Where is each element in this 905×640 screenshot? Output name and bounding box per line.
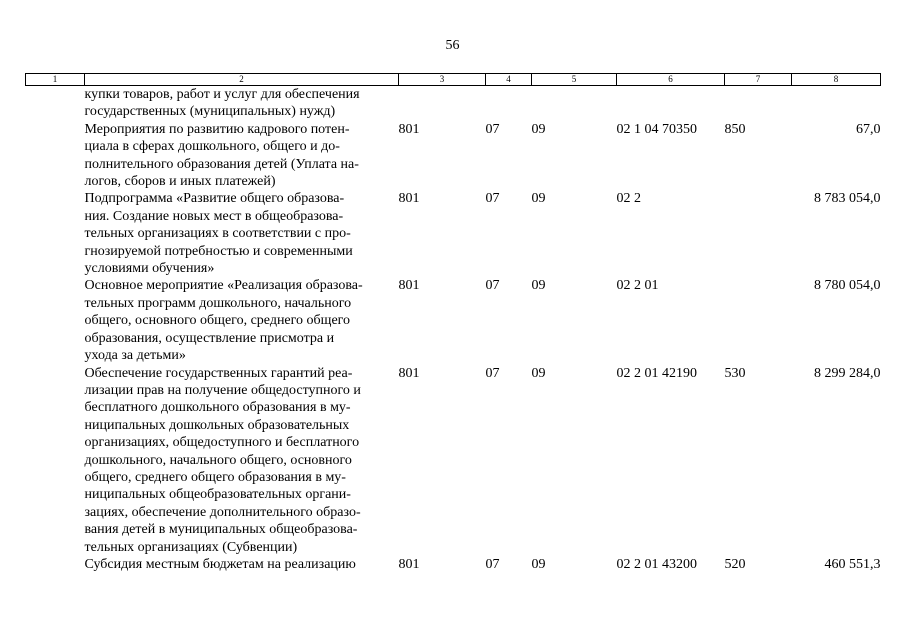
subsection-code [532, 86, 617, 121]
target-item-code: 02 1 04 70350 [616, 121, 697, 137]
budget-table [25, 73, 881, 573]
item-name-line: образования, осуществление присмотра и [84, 330, 335, 346]
item-name-line: тельных организациях (Субвенции) [84, 539, 298, 555]
target-item-code [617, 86, 725, 121]
item-name-line: Мероприятия по развитию кадрового потен- [84, 121, 350, 137]
section-code: 07 [485, 278, 500, 294]
item-name-cell [85, 277, 399, 364]
ministry-code: 801 [398, 365, 420, 381]
item-name-line: лизации прав на получение общедоступного и [84, 382, 361, 398]
table-header [26, 74, 881, 86]
item-name-line: Обеспечение государственных гарантий реа- [84, 365, 353, 381]
row-number-cell [26, 190, 85, 277]
item-name-cell [85, 190, 399, 277]
item-name-line: тельных программ дошкольного, начального [84, 295, 352, 311]
expense-type-code [725, 277, 792, 364]
item-name-line: зациях, обеспечение дополнительного образо- [84, 504, 361, 520]
subsection-code: 09 [531, 365, 546, 381]
expense-type-code: 520 [724, 556, 746, 572]
target-item-code: 02 2 01 42190 [616, 365, 697, 381]
item-name-line: ния. Создание новых мест в общеобразова- [84, 208, 344, 224]
row-number-cell [26, 556, 85, 573]
item-name-line: логов, сборов и иных платежей) [84, 174, 276, 190]
row-number-cell [26, 365, 85, 556]
item-name-line: ухода за детьми» [84, 348, 186, 364]
subsection-code: 09 [531, 278, 546, 294]
item-name-line: полнительного образования детей (Уплата на- [84, 156, 359, 172]
table-row [26, 277, 881, 364]
ministry-code: 801 [398, 278, 420, 294]
expense-type-code: 850 [724, 121, 746, 137]
row-number-cell [26, 86, 85, 121]
table-row [26, 121, 881, 191]
ministry-code [399, 86, 486, 121]
section-code [486, 86, 532, 121]
item-name-cell [85, 556, 399, 573]
item-name-line: общего, среднего общего образования в му- [84, 469, 346, 485]
ministry-code: 801 [398, 191, 420, 207]
column-header: 8 [792, 74, 881, 86]
subsection-code: 09 [531, 191, 546, 207]
amount-value: 460 551,3 [824, 556, 881, 572]
item-name-line: Основное мероприятие «Реализация образова- [84, 278, 363, 294]
item-name-line: дошкольного, начального общего, основного [84, 452, 352, 468]
expense-type-code [725, 86, 792, 121]
item-name-line: условиями обучения» [84, 261, 215, 277]
amount-value: 8 780 054,0 [814, 278, 881, 294]
table-row [26, 190, 881, 277]
item-name-line: общего, основного общего, среднего общего [84, 313, 351, 329]
item-name-line: тельных организациях в соответствии с про- [84, 226, 351, 242]
row-number-cell [26, 121, 85, 191]
table-row [26, 86, 881, 121]
ministry-code: 801 [398, 121, 420, 137]
section-code: 07 [485, 556, 500, 572]
column-header: 6 [617, 74, 725, 86]
column-header: 4 [486, 74, 532, 86]
section-code: 07 [485, 121, 500, 137]
column-header: 1 [26, 74, 85, 86]
target-item-code: 02 2 01 [616, 278, 659, 294]
section-code: 07 [485, 191, 500, 207]
table-row [26, 556, 881, 573]
subsection-code: 09 [531, 556, 546, 572]
item-name-line: ниципальных дошкольных образовательных [84, 417, 350, 433]
item-name-line: бесплатного дошкольного образования в му- [84, 400, 351, 416]
item-name-line: Субсидия местным бюджетам на реализацию [84, 556, 356, 572]
page-number: 56 [445, 38, 460, 53]
table-row [26, 365, 881, 556]
column-header: 3 [399, 74, 486, 86]
amount-value: 8 299 284,0 [814, 365, 881, 381]
subsection-code: 09 [531, 121, 546, 137]
amount-value [792, 86, 881, 121]
expense-type-code [725, 190, 792, 277]
section-code: 07 [485, 365, 500, 381]
item-name-line: купки товаров, работ и услуг для обеспечения [84, 87, 360, 102]
target-item-code: 02 2 [616, 191, 641, 207]
item-name-line: Подпрограмма «Развитие общего образова- [84, 191, 345, 207]
item-name-line: гнозируемой потребностью и современными [84, 243, 353, 259]
column-number-row [26, 74, 881, 86]
column-header: 5 [532, 74, 617, 86]
column-header: 2 [85, 74, 399, 86]
item-name-line: организациях, общедоступного и бесплатного [84, 435, 360, 451]
expense-type-code: 530 [724, 365, 746, 381]
table-body [26, 86, 881, 574]
target-item-code: 02 2 01 43200 [616, 556, 697, 572]
amount-value: 8 783 054,0 [814, 191, 881, 207]
row-number-cell [26, 277, 85, 364]
item-name-line: государственных (муниципальных) нужд) [84, 104, 336, 120]
item-name-cell [85, 365, 399, 556]
item-name-cell [85, 121, 399, 191]
item-name-line: циала в сферах дошкольного, общего и до- [84, 139, 340, 155]
ministry-code: 801 [398, 556, 420, 572]
item-name-cell [85, 86, 399, 121]
amount-value: 67,0 [856, 121, 881, 137]
item-name-line: ниципальных общеобразовательных органи- [84, 487, 351, 503]
item-name-line: вания детей в муниципальных общеобразова- [84, 522, 358, 538]
column-header: 7 [725, 74, 792, 86]
